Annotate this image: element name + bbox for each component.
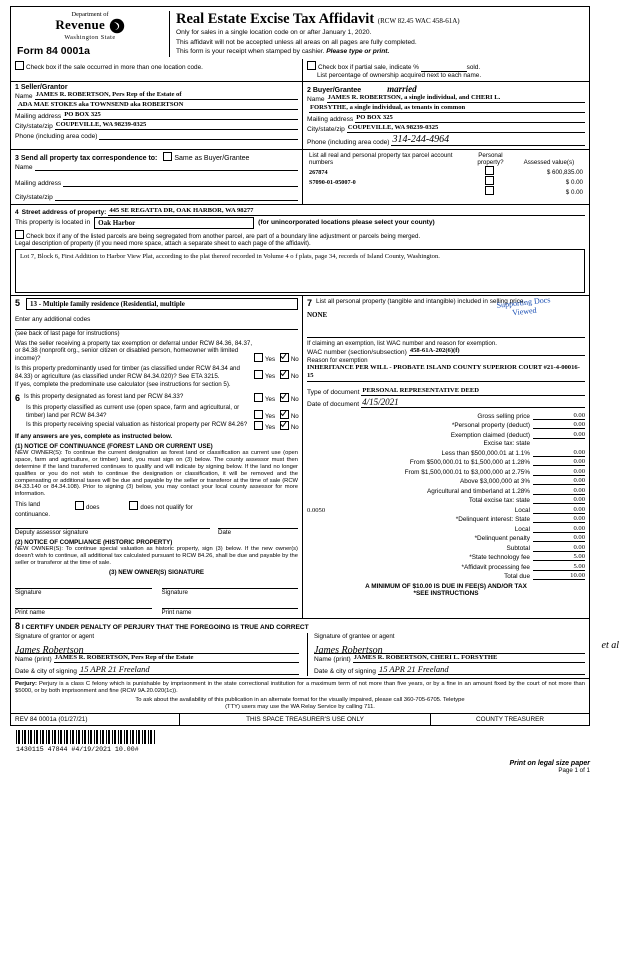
if-any-yes-note: If any answers are yes, complete as instructed below. — [15, 432, 173, 440]
section-2-buyer — [303, 82, 589, 149]
multi-location-check[interactable] — [11, 59, 303, 81]
tax-calculation-list — [307, 412, 585, 581]
seller-citystatezip-field[interactable] — [15, 121, 298, 130]
agency-name — [15, 18, 165, 34]
treasurer-space-label: THIS SPACE TREASURER'S USE ONLY — [180, 714, 431, 725]
notice-compliance-body: NEW OWNER(S): To continue special valuation as historic property, sign (3) below. If the new owner(s) doesn't wish to continue, all additional tax calculated pursuant to RCW 84.26, shall be due and payable by the seller or transferor at the time of sale. — [15, 546, 298, 567]
line-label-processing-fee: *Affidavit processing fee — [461, 563, 530, 571]
money-row — [307, 553, 585, 561]
certification-heading — [15, 621, 585, 631]
grantor-signature-field[interactable] — [15, 640, 299, 657]
partial-sale-label: Check box if partial sale, indicate % — [318, 63, 419, 71]
use-code-value[interactable]: 13 - Multiple family residence (Residential, multiple — [26, 298, 298, 310]
buyer-phone-field[interactable] — [307, 134, 585, 146]
perjury-body: Perjury is a class C felony which is punishable by imprisonment in the state correctional institution for a maximum term of not more than five years, or by a fine in an amount fixed by the court of not more than $5000, or by both imprisonment and fine (RCW 9A.20.020(1c)). — [15, 681, 585, 695]
forest-yes-checkbox[interactable] — [254, 393, 263, 402]
additional-codes-label: Enter any additional codes — [15, 315, 91, 323]
partial-sale-tail: sold. — [466, 63, 481, 71]
does-label: does — [86, 504, 100, 512]
section-3-row — [11, 150, 589, 205]
docdate-label: Date of document — [307, 400, 360, 408]
section-5-heading — [15, 298, 298, 310]
historic-yes-checkbox[interactable] — [254, 421, 263, 430]
legal-description-note: Legal description of property (if you need more space, attach a separate sheet to each page of the affidavit). — [15, 239, 311, 247]
line-label-local: Local — [514, 506, 530, 514]
parties-row — [11, 82, 589, 150]
new-owner-signature-title: (3) NEW OWNER(S) SIGNATURE — [108, 569, 205, 577]
section-5-number: 5 — [15, 297, 21, 308]
buyer-handwritten-note: married — [387, 83, 417, 94]
parcel-number-2: S7090-01-05007-0 — [309, 178, 356, 186]
line-label-subtotal: Subtotal — [506, 544, 530, 552]
money-row — [307, 563, 585, 571]
buyer-name-label: Name — [307, 95, 325, 103]
money-row — [307, 487, 585, 495]
located-in-note: (for unincorporated locations please select your county) — [258, 219, 435, 227]
parcel-table-header — [307, 152, 585, 166]
personal-property-title: List all personal property (tangible and intangible) included in selling price. — [316, 297, 526, 305]
segregation-check[interactable] — [15, 230, 585, 240]
line-value-ag[interactable]: 0.00 — [533, 487, 585, 495]
print-note: Please type or print. — [326, 48, 390, 56]
section-8-number: 8 — [15, 621, 21, 632]
corr-name-field[interactable] — [15, 162, 298, 171]
line-value-subtotal[interactable]: 0.00 — [533, 544, 585, 552]
grantee-sig-label: Signature of grantee or agent — [314, 633, 395, 641]
barcode-area — [10, 726, 590, 760]
form-body — [10, 59, 619, 714]
forest-no-checkbox[interactable] — [280, 393, 289, 402]
segregation-label: Check box if any of the listed parcels are being segregated from another parcel, are part of a boundary line adjustment or parcels being merged. — [26, 232, 421, 240]
corr-name-value — [35, 162, 298, 171]
sub-line-2: This affidavit will not be accepted unless all areas on all pages are fully completed. — [176, 38, 417, 46]
street-address-value: 445 SE REGATTA DR, OAK HARBOR, WA 98277 — [108, 207, 585, 216]
timber-yes-checkbox[interactable] — [254, 370, 263, 379]
grantor-printname-field[interactable] — [15, 654, 299, 663]
ada-line-1: To ask about the availability of this publication in an alternate format for the visually impaired, please call 360-705-6705. Teletype — [135, 697, 465, 704]
seller-phone-field[interactable] — [15, 131, 298, 140]
street-address-field[interactable] — [15, 207, 585, 216]
current-use-yes-label: Yes — [265, 412, 276, 420]
top-checkbox-row — [11, 59, 589, 82]
wac-number-value: 458-61A-202(6)(f) — [409, 347, 585, 356]
corr-citystatezip-label: City/state/zip — [15, 193, 53, 201]
corr-mailing-value — [63, 178, 298, 187]
minimum-due-note: A MINIMUM OF $10.00 IS DUE IN FEE(S) AND/OR TAX — [365, 583, 527, 591]
line-label-exemption: Exemption claimed (deduct) — [450, 431, 530, 439]
parcel-col-header: List all real and personal property tax parcel account numbers — [309, 151, 453, 166]
corr-name-label: Name — [15, 163, 33, 171]
money-row — [307, 449, 585, 457]
rev-number: REV 84 0001a (01/27/21) — [11, 714, 180, 725]
line-label-total-state: Total excise tax: state — [468, 497, 530, 505]
buyer-mailing-value: PO BOX 325 — [355, 114, 585, 123]
money-row — [307, 440, 585, 447]
section-2-heading — [307, 84, 585, 94]
sub-line-3 — [176, 48, 585, 57]
section-5-6 — [11, 296, 303, 619]
seller-phone-value — [99, 131, 298, 140]
section-8-certification — [11, 618, 619, 678]
doctype-field[interactable] — [307, 387, 585, 396]
senior-yes-label: Yes — [265, 355, 276, 363]
grantor-sig-label: Signature of grantor or agent — [15, 633, 95, 641]
line-value-tier2[interactable]: 0.00 — [533, 458, 585, 466]
senior-no-checkbox[interactable] — [280, 353, 289, 362]
line-label-delinq-interest-local: Local — [514, 525, 530, 533]
grantor-printname-value: JAMES R. ROBERTSON, Pers Rep of the Estate — [54, 654, 299, 663]
personal-col-header: Personal property? — [477, 151, 504, 166]
line-value-delinq-penalty[interactable]: 0.00 — [533, 534, 585, 542]
line-value-processing-fee[interactable]: 5.00 — [533, 563, 585, 571]
line-value-tech-fee[interactable]: 5.00 — [533, 553, 585, 561]
line-label-tier3: From $1,500,000.01 to $3,000,000 at 2.75% — [404, 468, 530, 476]
located-in-label: This property is located in — [15, 219, 91, 227]
reason-exemption-label: Reason for exemption — [307, 356, 368, 364]
section-1-heading — [15, 84, 298, 91]
deputy-assessor-date-label[interactable]: Date — [218, 528, 298, 536]
current-use-no-checkbox[interactable] — [280, 410, 289, 419]
section-2-number: 2 — [307, 86, 311, 94]
doctype-value: PERSONAL REPRESENTATIVE DEED — [361, 387, 585, 396]
docdate-field[interactable] — [307, 397, 585, 408]
forest-no-label: No — [290, 396, 299, 404]
grantee-signature-script: James Robertson — [314, 645, 383, 657]
title-rcw-ref: (RCW 82.45 WAC 458-61A) — [377, 17, 460, 25]
line-value-personal[interactable]: 0.00 — [533, 421, 585, 429]
grantee-printname-value: JAMES R. ROBERTSON, CHERI L. FORSYTHE — [353, 654, 585, 663]
certification-title: I CERTIFY UNDER PENALTY OF PERJURY THAT THE FOREGOING IS TRUE AND CORRECT — [21, 624, 309, 632]
new-owner-signature-2[interactable]: Signature — [162, 588, 299, 596]
section-1-number: 1 — [15, 83, 19, 91]
line-value-tier1[interactable]: 0.00 — [533, 449, 585, 457]
money-row — [307, 534, 585, 542]
department-line: Department of — [71, 11, 109, 18]
checkbox-icon[interactable] — [15, 230, 24, 239]
section-3-heading — [15, 152, 298, 162]
perjury-block — [11, 678, 589, 713]
receipt-note: This form is your receipt when stamped by cashier. — [176, 48, 325, 56]
line-label-tier2: From $500,000.01 to $1,500,000 at 1.28% — [409, 459, 530, 467]
form-number: Form 84 0001a — [17, 44, 90, 57]
buyer-citystatezip-field[interactable] — [307, 124, 585, 133]
grantor-date-value: 15 APR 21 Freeland — [79, 664, 299, 675]
checkbox-icon[interactable] — [307, 61, 316, 70]
seller-mailing-field[interactable] — [15, 111, 298, 120]
grantee-printname-label: Name (print) — [314, 656, 351, 664]
timber-question — [15, 365, 298, 381]
docdate-value: 4/15/2021 — [361, 397, 585, 408]
timber-yes-label: Yes — [265, 373, 276, 381]
same-as-buyer-checkbox[interactable] — [163, 152, 172, 161]
line-label-tier4: Above $3,000,000 at 3% — [460, 478, 530, 486]
grantor-signature-script: James Robertson — [15, 645, 84, 657]
timber-question-text: Is this property predominantly used for timber (as classified under RCW 84.34 and 84.33) or agriculture (as classified under RCW 84.34.020)? See ETA 3215. — [15, 364, 240, 380]
grantee-signature-field[interactable] — [314, 640, 619, 657]
buyer-phone-value: 314-244-4964 — [391, 134, 585, 146]
forest-land-question: Is this property designated as forest land per RCW 84.33? — [24, 393, 184, 401]
parcel-table — [307, 152, 585, 196]
section-3-correspondence — [11, 150, 303, 204]
section-4 — [11, 205, 589, 296]
line-label-delinq-interest-state: *Delinquent interest: State — [455, 516, 530, 524]
grantee-signature-tail: et al — [601, 640, 619, 652]
assessed-col-header: Assessed value(s) — [523, 158, 575, 166]
line-value-delinq-interest-local[interactable]: 0.00 — [533, 525, 585, 533]
does-qualify-checkbox[interactable] — [75, 501, 84, 510]
buyer-mailing-field[interactable] — [307, 114, 585, 123]
corr-citystatezip-value — [55, 192, 298, 201]
money-row — [307, 477, 585, 485]
historic-no-label: No — [290, 423, 299, 431]
buyer-name-field[interactable] — [307, 94, 585, 103]
money-row — [307, 515, 585, 523]
signature-row — [15, 633, 619, 676]
section-2-title: Buyer/Grantee — [312, 86, 362, 94]
line-label-total-due: Total due — [504, 573, 530, 581]
located-in-row — [15, 217, 585, 229]
grantor-date-field[interactable] — [15, 664, 299, 675]
state-line: Washington State — [64, 34, 116, 42]
seller-phone-label: Phone (including area code) — [15, 132, 98, 140]
deputy-assessor-row — [15, 528, 298, 536]
senior-exemption-question — [15, 340, 298, 363]
forest-yes-label: Yes — [265, 396, 276, 404]
section-1-title: Seller/Grantor — [20, 83, 68, 91]
senior-no-label: No — [290, 355, 299, 363]
page-number: Page 1 of 1 — [558, 767, 590, 775]
seller-name-value: JAMES R. ROBERTSON, Pers Rep of the Estate of — [35, 91, 298, 100]
this-land-label: This land — [15, 501, 41, 509]
section-7 — [303, 296, 589, 619]
legal-description-text[interactable]: Lot 7, Block 6, First Addition to Harbor View Plat, according to the plat thereof recorded in Volume 4 o f plats, page 34, records of Island County, Washington. — [15, 249, 585, 293]
historic-question: Is this property receiving special valuation as historical property per RCW 84.26? — [26, 420, 248, 428]
perjury-label: Perjury: — [15, 681, 37, 688]
footer-table — [10, 714, 590, 726]
table-row — [307, 186, 585, 196]
seller-name-value-2: ADA MAE STOKES aka TOWNSEND aka ROBERTSON — [17, 101, 298, 110]
buyer-name-value: JAMES R. ROBERTSON, a single individual, and CHERI L. — [327, 94, 585, 103]
seller-mailing-label: Mailing address — [15, 112, 62, 120]
notice-compliance-title: (2) NOTICE OF COMPLIANCE (HISTORIC PROPERTY) — [15, 539, 173, 547]
section-4-number: 4 — [15, 208, 19, 216]
parcel-number-1: 267874 — [309, 168, 328, 176]
wac-number-label: WAC number (section/subsection) — [307, 348, 407, 356]
corr-citystatezip-field[interactable] — [15, 192, 298, 201]
money-row — [307, 412, 585, 420]
section-6-q3 — [15, 421, 298, 431]
line-label-personal: *Personal property (deduct) — [451, 422, 530, 430]
buyer-name-field-2[interactable] — [307, 104, 585, 113]
exemption-claim-note: If claiming an exemption, list WAC number and reason for exemption. — [307, 339, 497, 347]
section-1-seller — [11, 82, 303, 149]
see-instructions-note: *SEE INSTRUCTIONS — [413, 590, 479, 598]
line-label-ag: Agricultural and timberland at 1.28% — [426, 487, 530, 495]
line-value-tier3[interactable]: 0.00 — [533, 468, 585, 476]
buyer-citystatezip-label: City/state/zip — [307, 125, 345, 133]
sub-line-1: Only for sales in a single location code on or after January 1, 2020. — [176, 29, 372, 36]
money-row — [307, 572, 585, 580]
grantee-sig-block — [307, 633, 619, 676]
personal-property-value[interactable]: NONE — [307, 310, 328, 319]
revenue-label: Revenue — [55, 17, 106, 33]
section-6-q2 — [15, 404, 298, 420]
barcode-text: 1430115 47844 #4/19/2021 10.00# — [16, 746, 139, 754]
section-3-title: Send all property tax correspondence to: — [20, 154, 158, 162]
checkbox-icon[interactable] — [15, 61, 24, 70]
new-owner-printname-1[interactable]: Print name — [15, 608, 152, 616]
perjury-text — [15, 681, 585, 695]
new-owner-signature-1[interactable]: Signature — [15, 588, 152, 596]
seller-name-label: Name — [15, 92, 33, 100]
agency-block — [15, 11, 170, 57]
grantee-date-field[interactable] — [314, 664, 585, 675]
parcel-table-wrap — [303, 150, 589, 204]
grantor-sig-block — [15, 633, 307, 676]
current-use-no-label: No — [290, 412, 299, 420]
wa-state-logo-icon — [109, 18, 125, 34]
does-not-qualify-checkbox[interactable] — [129, 501, 138, 510]
line-value-local[interactable]: 0.00 — [533, 506, 585, 514]
notice-continuance-title: (1) NOTICE OF CONTINUANCE (FOREST LAND OR CURRENT USE) — [15, 442, 213, 450]
grantee-date-label: Date & city of signing — [314, 668, 376, 676]
notice-continuance-body: NEW OWNER(S): To continue the current designation as forest land or classification as current use (open space, farm and agriculture, or timber) land, you must sign on (3) below. The county assessor must then determine if the land transferred continues to qualify and will indicate by signing below. If the land no longer qualifies or you do not wish to continue the designation or classification, it will be removed and the compensating or additional taxes will be due and payable by the seller or transferor at the time of sale (RCW 84.33.140 or 84.34.108). Prior to signing (3) below, you may contact your local county assessor for more information. — [15, 449, 298, 498]
assessed-value-2: $ 0.00 — [565, 178, 583, 186]
line-value-tier4[interactable]: 0.00 — [533, 477, 585, 485]
seller-name-field-2[interactable] — [15, 101, 298, 110]
line-value-exemption[interactable]: 0.00 — [533, 431, 585, 439]
partial-sale-check[interactable] — [303, 59, 589, 81]
grantor-printname-label: Name (print) — [15, 656, 52, 664]
barcode-image — [16, 730, 156, 744]
doctype-label: Type of document — [307, 388, 360, 396]
supporting-docs-stamp: Supporting Docs Viewed — [496, 294, 551, 317]
lower-row — [11, 296, 589, 619]
corr-mailing-label: Mailing address — [15, 179, 62, 187]
money-row — [307, 525, 585, 533]
seller-citystatezip-value: COUPEVILLE, WA 98239-0325 — [55, 121, 298, 130]
money-row — [307, 458, 585, 466]
line-label-delinq-penalty: *Delinquent penalty — [474, 535, 530, 543]
deputy-assessor-signature-label[interactable]: Deputy assessor signature — [15, 528, 210, 536]
personal-property-checkbox-1[interactable] — [485, 166, 494, 175]
located-in-value[interactable]: Oak Harbor — [94, 217, 254, 229]
money-row — [307, 496, 585, 504]
money-row — [307, 421, 585, 429]
continuance-qualify-row — [15, 501, 298, 511]
buyer-citystatezip-value: COUPEVILLE, WA 98239-0325 — [347, 124, 585, 133]
corr-mailing-field[interactable] — [15, 178, 298, 187]
buyer-name-value-2: FORSYTHE, a single individual, as tenants in common — [309, 104, 585, 113]
assessed-value-1: $ 600,835.00 — [546, 168, 583, 176]
line-label-tier1: Less than $500,000.01 at 1.1% — [441, 449, 530, 457]
money-row — [307, 544, 585, 552]
new-owner-signature-row — [15, 588, 298, 596]
section-6-number: 6 — [15, 393, 21, 404]
line-label-gross: Gross selling price — [477, 412, 530, 420]
seller-name-field[interactable] — [15, 91, 298, 100]
timber-no-checkbox[interactable] — [280, 370, 289, 379]
wac-number-field[interactable] — [307, 347, 585, 356]
current-use-yes-checkbox[interactable] — [254, 410, 263, 419]
same-as-buyer-label: Same as Buyer/Grantee — [174, 154, 250, 162]
parcel-number-3 — [307, 186, 468, 196]
assessed-value-3: $ 0.00 — [565, 188, 583, 196]
timber-no-label: No — [290, 373, 299, 381]
additional-codes-note: (see back of last page for instructions) — [15, 329, 120, 337]
new-owner-printname-2[interactable]: Print name — [162, 608, 299, 616]
grantor-date-label: Date & city of signing — [15, 668, 77, 676]
does-not-label: does not qualify for — [140, 504, 193, 512]
street-address-label: Street address of property: — [21, 208, 107, 216]
local-rate-value: 0.0050 — [307, 506, 326, 514]
money-row — [307, 431, 585, 439]
senior-yes-checkbox[interactable] — [254, 353, 263, 362]
personal-property-checkbox-3[interactable] — [485, 186, 494, 195]
buyer-phone-label: Phone (including area code) — [307, 138, 390, 146]
continuance-word: continuance. — [15, 511, 51, 519]
historic-yes-label: Yes — [265, 423, 276, 431]
seller-mailing-value: PO BOX 325 — [63, 111, 298, 120]
current-use-question: Is this property classified as current use (open space, farm and agricultural, or timber) land per RCW 84.34? — [26, 404, 240, 419]
line-value-total-state[interactable]: 0.00 — [533, 496, 585, 504]
money-row — [307, 506, 585, 514]
line-value-gross[interactable]: 0.00 — [533, 412, 585, 420]
personal-property-checkbox-2[interactable] — [485, 176, 494, 185]
ownership-note: List percentage of ownership acquired next to each name. — [317, 71, 482, 79]
reason-exemption-value[interactable]: INHERITANCE PER WILL - PROBATE ISLAND COUNTY SUPERIOR COURT #21-4-00016-15 — [307, 364, 585, 382]
predominate-use-note: If yes, complete the predominate use calculator (see instructions for section 5). — [15, 381, 231, 389]
page-title-text: Real Estate Excise Tax Affidavit — [176, 11, 375, 27]
multi-location-label: Check box if the sale occurred in more than one location code. — [26, 63, 203, 71]
grantee-date-value: 15 APR 21 Freeland — [378, 664, 585, 675]
senior-question-text: Was the seller receiving a property tax exemption or deferral under RCW 84.36, 84.37, or 84.38 (nonprofit org., senior citizen or disabled person, homeowner with limited income)? — [15, 339, 253, 363]
section-6-q1 — [15, 393, 298, 403]
seller-citystatezip-label: City/state/zip — [15, 122, 53, 130]
ada-line-2: (TTY) users may use the WA Relay Service by calling 711. — [225, 704, 375, 711]
line-label-tech-fee: *State technology fee — [469, 554, 530, 562]
new-owner-printname-row — [15, 608, 298, 616]
table-row — [307, 166, 585, 176]
historic-no-checkbox[interactable] — [280, 421, 289, 430]
table-row — [307, 176, 585, 186]
form-header — [10, 6, 590, 59]
line-value-total-due[interactable]: 10.00 — [533, 572, 585, 580]
title-block — [170, 11, 585, 57]
page-title — [176, 11, 585, 28]
section-7-number: 7 — [307, 297, 313, 308]
section-3-number: 3 — [15, 154, 19, 162]
print-legal-note: Print on legal size paper — [509, 760, 590, 768]
money-row — [307, 468, 585, 476]
buyer-mailing-label: Mailing address — [307, 115, 354, 123]
line-value-delinq-interest-state[interactable]: 0.00 — [533, 515, 585, 523]
line-label-excise-state: Excise tax: state — [483, 440, 530, 448]
county-treasurer-label: COUNTY TREASURER — [476, 716, 544, 724]
